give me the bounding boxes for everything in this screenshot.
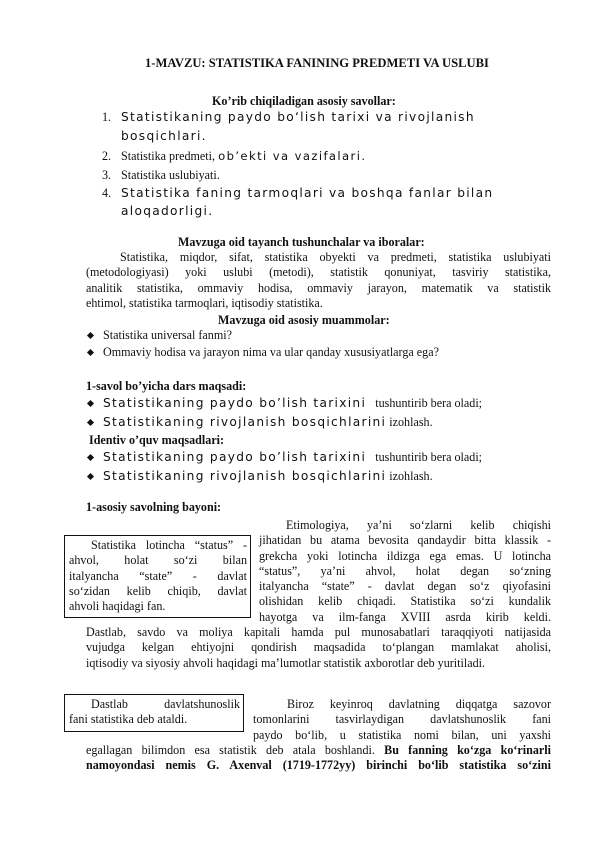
diamond-bullet-icon [87,349,94,356]
diamond-bullet-icon [87,400,94,407]
callout-line: Dastlab davlatshunoslik [91,697,240,711]
goal-item: Statistikaning paydo bo’lish tarixini tushuntirib bera oladi; [88,396,482,411]
concepts-line: analitik statistika, ommaviy hodisa, ommaviy jarayon, matematik va statistik [86,280,551,295]
problems-heading: Mavzuga oid asosiy muammolar: [218,313,390,327]
question-4-text: Statistika faning tarmoqlari va boshqa fanlar bilan [121,186,494,200]
question-1-number: 1. [102,110,112,124]
paragraph-line: Dastlab, savdo va moliya kapitali hamda pul munosabatlari taraqqiyoti natijasida [86,625,551,639]
concepts-paragraph [86,250,551,311]
goals-heading: 1-savol bo’yicha dars maqsadi: [86,379,247,393]
paragraph-line: italyancha “state” - davlat degan so‘z qiyofasini [259,579,551,594]
question-3-text: Statistika uslubiyati. [121,168,220,182]
paragraph-line: namoyondasi nemis G. Axenval (1719-1772yy) birinchi bo‘lib statistika so‘zini [86,758,551,773]
concepts-line: Statistika, miqdor, sifat, statistika obyekti va predmeti, statistika uslubiyati [120,250,551,264]
callout-line: ahvol, holat so‘zi bilan [69,553,247,568]
paragraph-line: hayotga va ilm-fanga XVIII asrda kirib keldi. [259,609,551,624]
problem-item: Statistika universal fanmi? [88,328,232,343]
question-1-text-cont: bosqichlari. [121,129,207,143]
achenwall-paragraph [86,743,551,774]
callout-line: so‘zidan kelib chiqib, davlat [69,583,247,598]
callout-line: Statistika lotincha “status” - [91,538,247,552]
concepts-line: ehtimol, statistika tarmoqlari, iqtisodiy statistika. [86,295,323,310]
callout-line: italyancha “state” - davlat [69,568,247,583]
paragraph-line: iqtisodiy va siyosiy ahvoli haqidagi ma’lumotlar statistik axborotlar deb yuritiladi. [86,655,486,670]
diamond-bullet-icon [87,454,94,461]
paragraph-line: olishidan kelib chiqadi. Statistika so‘zi kundalik [259,594,551,609]
identiv-item: Statistikaning paydo bo’lish tarixini tushuntirib bera oladi; [88,450,482,465]
question-2-text-b: ob’ekti va vazifalari. [218,149,367,163]
concepts-heading: Mavzuga oid tayanch tushunchalar va iboralar: [178,235,425,249]
concepts-line: (metodologiyasi) yoki uslubi (metodi), statistik qonuniyat, tasviriy statistika, [86,265,551,280]
callout-line: ahvoli haqidagi fan. [69,599,166,614]
question-4-number: 4. [102,186,112,200]
paragraph-line: “status”, ya’ni ahvol, holat degan so‘zning [259,563,551,578]
paragraph-line: grekcha yoki lotincha ildizga ega emas. U lotincha [259,548,551,563]
paragraph-line: Etimologiya, ya’ni so‘zlarni kelib chiqishi [286,518,551,532]
page-title: 1-MAVZU: STATISTIKA FANINING PREDMETI VA USLUBI [145,56,489,70]
paragraph-line: egallagan bilimdon esa statistik deb atala boshlandi. Bu fanning ko‘zga ko‘rinarli [86,743,551,757]
history-paragraph [86,625,551,671]
question-3-number: 3. [102,168,112,182]
goal-item: Statistikaning rivojlanish bosqichlarini izohlash. [88,415,433,430]
identiv-item: Statistikaning rivojlanish bosqichlarini izohlash. [88,469,433,484]
paragraph-line: vujudga kelgan ehtiyojni qondirish maqsadida to‘plangan mamlakat aholisi, [86,640,551,655]
question-1-text: Statistikaning paydo bo‘lish tarixi va rivojlanish [121,110,475,124]
paragraph-line: Biroz keyinroq davlatning diqqatga sazovor [287,697,551,711]
answer-heading: 1-asosiy savolning bayoni: [86,500,222,514]
definition-callout-box-2 [64,694,244,732]
question-2-text [121,149,366,164]
paragraph-line: jihatidan bu atama bevosita qandaydir bitta klassik - [259,533,551,548]
diamond-bullet-icon [87,473,94,480]
identiv-heading: Identiv o’quv maqsadlari: [89,433,225,447]
question-2-number: 2. [102,149,112,163]
problem-item: Ommaviy hodisa va jarayon nima va ular qanday xususiyatlarga ega? [88,345,439,360]
diamond-bullet-icon [87,332,94,339]
question-4-text-cont: aloqadorligi. [121,204,214,218]
question-2-text-a: Statistika predmeti, [121,149,216,163]
questions-heading: Ko’rib chiqiladigan asosiy savollar: [212,94,396,108]
callout-line: fani statistika deb ataldi. [69,712,188,727]
etymology-paragraph [259,518,551,625]
paragraph-line: paydo bo‘lib, u statistika nomi bilan, uni yaxshi [253,727,551,742]
paragraph-line: tomonlarini tasvirlaydigan davlatshunoslik fani [253,712,551,727]
diamond-bullet-icon [87,419,94,426]
definition-callout-box [64,535,251,618]
statecraft-paragraph [253,697,551,743]
